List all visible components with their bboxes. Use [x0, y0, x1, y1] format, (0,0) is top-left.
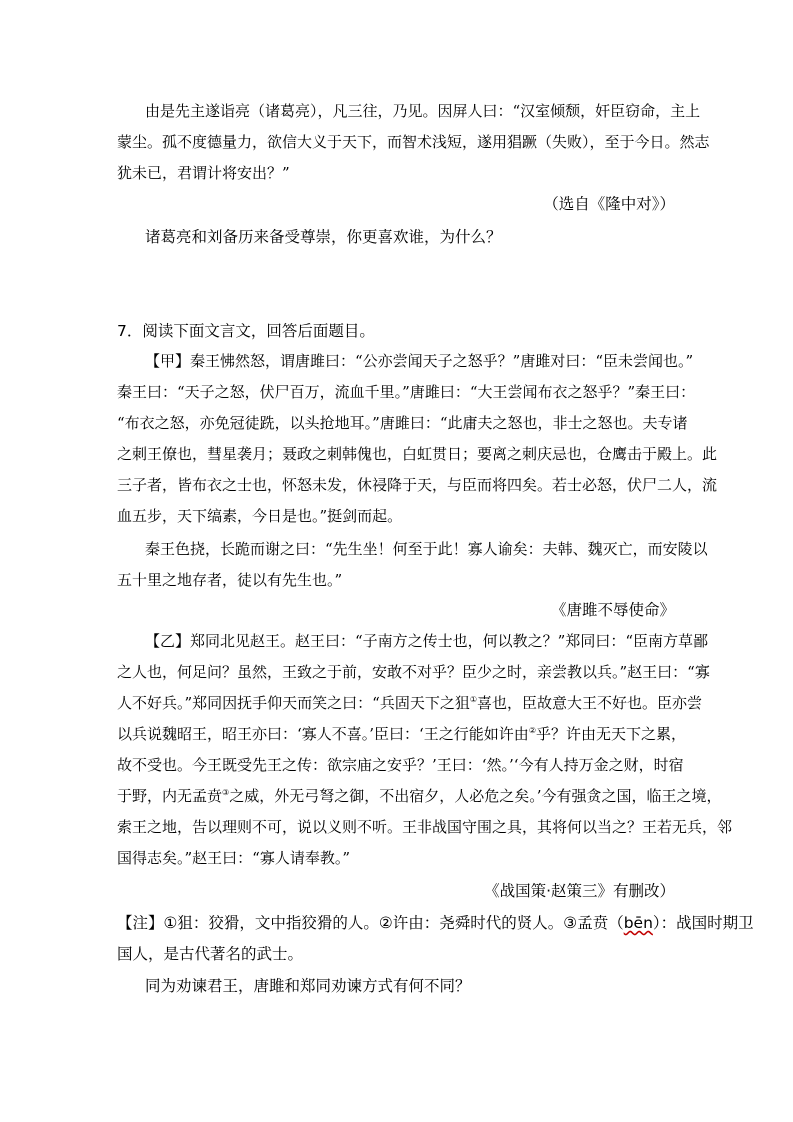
- yi-line-6b: 之威，外无弓弩之御，不出宿夕，人必危之矣。’今有强贪之国，临王之境，: [229, 787, 722, 805]
- q7-question: 同为劝谏君王，唐雎和郑同劝谏方式有何不同？: [145, 977, 471, 995]
- note-b: ）：战国时期卫: [652, 914, 754, 932]
- yi-line-4a: 以兵说魏昭王，昭王亦曰：‘寡人不喜。’臣曰：‘王之行能如许由: [117, 725, 529, 743]
- jia-line-7: 秦王色挠，长跪而谢之曰：“先生坐！何至于此！寡人谕矣：夫韩、魏灭亡，而安陵以: [145, 540, 708, 558]
- note-pinyin: bēn: [623, 914, 653, 932]
- yi-line-7: 索王之地，告以理则不可，说以义则不听。王非战国守围之具，其将何以当之？王若无兵，邻: [117, 818, 733, 836]
- yi-line-6: [117, 785, 722, 807]
- jia-source: 《唐雎不辱使命》: [550, 601, 675, 619]
- passage1-line-3: 犹未已，君谓计将安出？”: [117, 164, 290, 182]
- note-line-2: 国人，是古代著名的武士。: [117, 945, 304, 963]
- yi-line-3b: 喜也，臣故意大王不好也。臣亦尝: [477, 694, 703, 712]
- footnote-mark-2: ②: [528, 726, 536, 735]
- note-a: 【注】①狙：狡猾，文中指狡猾的人。②许由：尧舜时代的贤人。③孟贲（: [117, 914, 624, 932]
- jia-line-6: 血五步，天下缟素，今日是也。”挺剑而起。: [117, 507, 403, 525]
- passage1-line-2: 蒙尘。孤不度德量力，欲信大义于天下，而智术浅短，遂用猖蹶（失败），至于今日。然志: [117, 133, 710, 151]
- yi-line-6a: 于野，内无孟贲: [117, 787, 223, 805]
- yi-line-5: 故不受也。今王既受先王之传：欲宗庙之安乎？’王曰：‘然。’‘今有人持万金之财，时宿: [117, 756, 684, 774]
- footnote-mark-3: ③: [222, 788, 230, 797]
- yi-line-8: 国得志矣。”赵王曰：“寡人请奉教。”: [117, 849, 351, 867]
- jia-line-8: 五十里之地存者，徒以有先生也。”: [117, 571, 343, 589]
- yi-line-4b: 乎？许由无天下之累，: [535, 725, 686, 743]
- jia-line-1: 【甲】秦王怫然怒，谓唐雎曰：“公亦尝闻天子之怒乎？”唐雎对曰：“臣未尝闻也。”: [145, 352, 694, 370]
- jia-line-5: 三子者，皆布衣之士也，怀怒未发，休祲降于天，与臣而将四矣。若士必怒，伏尸二人，流: [117, 476, 718, 494]
- jia-line-2: 秦王曰：“天子之怒，伏尸百万，流血千里。”唐雎曰：“大王尝闻布衣之怒乎？”秦王曰：: [117, 383, 696, 401]
- footnote-mark-1: ①: [469, 695, 478, 704]
- passage1-line-1: 由是先主遂诣亮（诸葛亮），凡三往，乃见。因屏人曰：“汉室倾颓，奸臣窃命，主上: [145, 102, 701, 120]
- yi-line-2: 之人也，何足问？虽然，王致之于前，安敢不对乎？臣少之时，亲尝教以兵。”赵王曰：“寡: [117, 663, 710, 681]
- yi-line-1: 【乙】郑同北见赵王。赵王曰：“子南方之传士也，何以教之？”郑同曰：“臣南方草鄙: [145, 632, 709, 650]
- note-line-1: [117, 912, 754, 934]
- jia-line-4: 之刺王僚也，彗星袭月；聂政之刺韩傀也，白虹贯日；要离之刺庆忌也，仓鹰击于殿上。此: [117, 445, 718, 463]
- yi-line-3: [117, 692, 703, 714]
- q7-heading: 7．阅读下面文言文，回答后面题目。: [117, 322, 375, 340]
- passage1-question: 诸葛亮和刘备历来备受尊崇，你更喜欢谁，为什么？: [145, 228, 502, 246]
- passage1-source: （选自《隆中对》）: [543, 195, 675, 213]
- jia-line-3: “布衣之怒，亦免冠徒跣，以头抢地耳。”唐雎曰：“此庸夫之怒也，非士之怒也。夫专诸: [117, 414, 688, 432]
- yi-line-3a: 人不好兵。”郑同因抚手仰天而笑之曰：“兵固天下之狙: [117, 694, 470, 712]
- yi-line-4: [117, 723, 686, 745]
- yi-source: 《战国策·赵策三》有删改）: [484, 882, 675, 900]
